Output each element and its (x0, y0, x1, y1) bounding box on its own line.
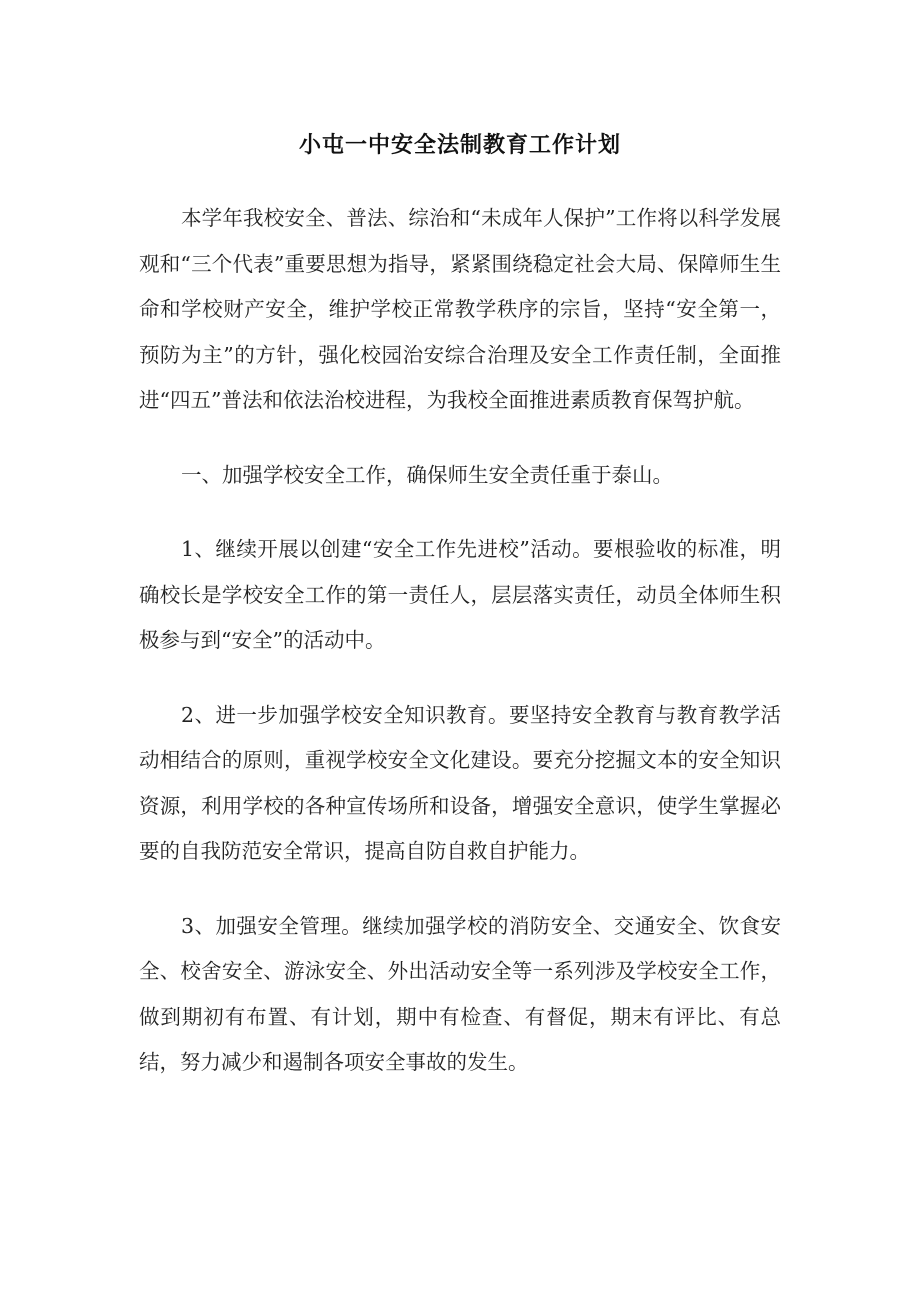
document-body (139, 196, 781, 1086)
document-title: 小屯一中安全法制教育工作计划 (298, 133, 621, 158)
paragraph-item-1: 1、继续开展以创建“安全工作先进校”活动。要根验收的标准，明确校长是学校安全工作的第一责任人，层层落实责任，动员全体师生积极参与到“安全”的活动中。 (139, 537, 781, 652)
paragraph-item-3: 3、加强安全管理。继续加强学校的消防安全、交通安全、饮食安全、校舍安全、游泳安全、外出活动安全等一系列涉及学校安全工作，做到期初有布置、有计划，期中有检查、有督促，期末有评比、有总结，努力减少和遏制各项安全事故的发生。 (139, 913, 781, 1074)
paragraph-item-2: 2、进一步加强学校安全知识教育。要坚持安全教育与教育教学活动相结合的原则，重视学校安全文化建设。要充分挖掘文本的安全知识资源，利用学校的各种宣传场所和设备，增强安全意识，使学生掌握必要的自我防范安全常识，提高自防自救自护能力。 (139, 702, 781, 863)
paragraph-intro: 本学年我校安全、普法、综治和“未成年人保护”工作将以科学发展观和“三个代表”重要思想为指导，紧紧围绕稳定社会大局、保障师生生命和学校财产安全，维护学校正常教学秩序的宗旨，坚持“安全第一，预防为主”的方针，强化校园治安综合治理及安全工作责任制，全面推进“四五”普法和依法治校进程，为我校全面推进素质教育保驾护航。 (139, 206, 781, 412)
paragraph-section-heading: 一、加强学校安全工作，确保师生安全责任重于泰山。 (181, 462, 673, 487)
